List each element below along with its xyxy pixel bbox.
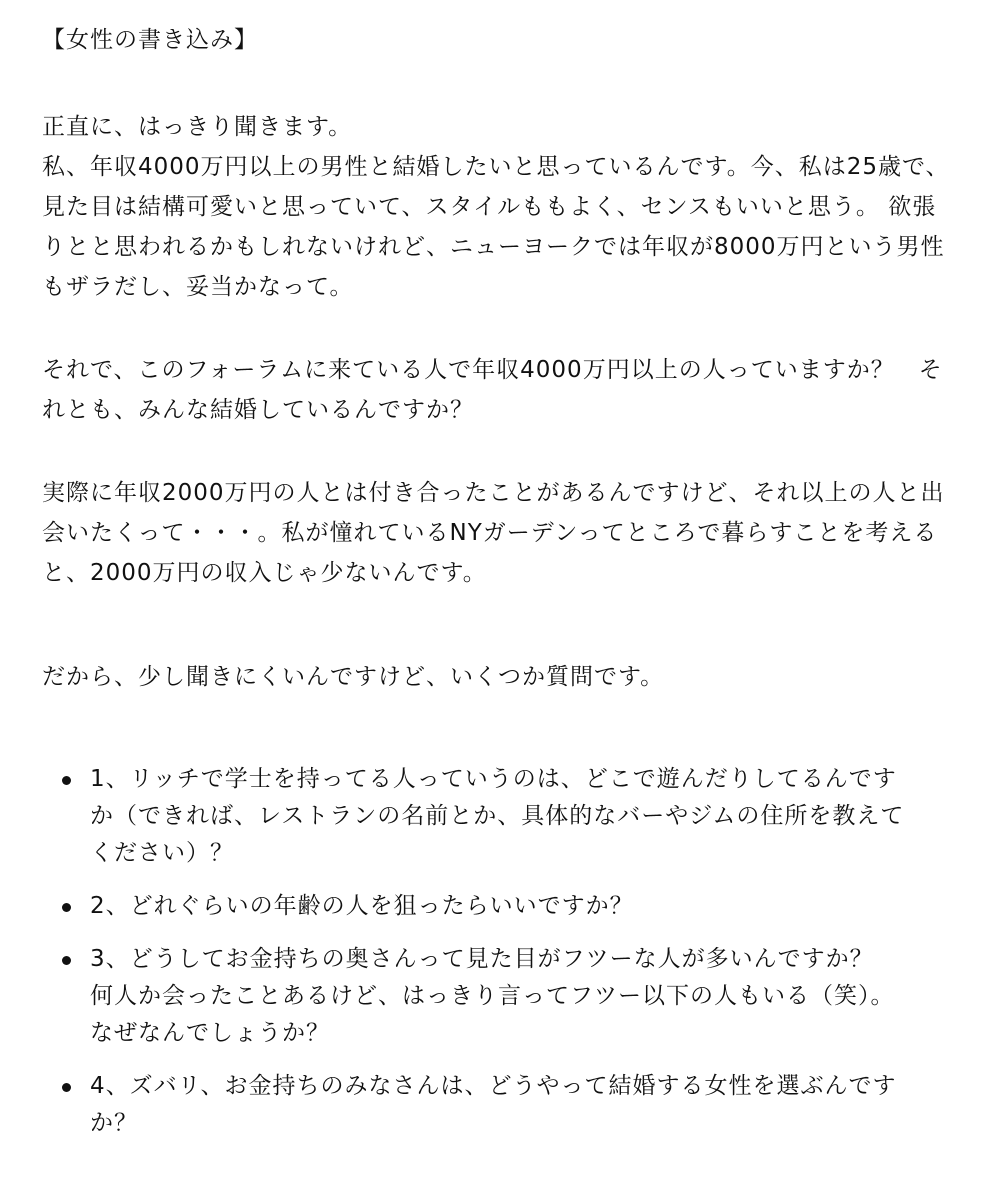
experience-paragraph <box>42 473 963 593</box>
intro-line: 見た目は結構可愛いと思っていて、スタイルももよく、センスもいいと思う。 欲張 <box>42 194 937 220</box>
question-line: 1、リッチで学士を持ってる人っていうのは、どこで遊んだりしてるんです <box>90 766 897 792</box>
spacer <box>42 593 963 657</box>
spacer <box>42 307 963 350</box>
spacer <box>42 430 963 473</box>
question-line: 2、どれぐらいの年齢の人を狙ったらいいですか？ <box>90 893 634 919</box>
experience-line: 会いたくって・・・。私が憧れているNYガーデンってところで暮らすことを考える <box>42 520 938 546</box>
list-item <box>90 761 963 872</box>
intro-line: 正直に、はっきり聞きます。 <box>42 114 353 140</box>
list-item <box>90 1068 963 1142</box>
question-line: ください）？ <box>90 840 234 866</box>
bullet-icon <box>62 776 71 785</box>
forum-question-paragraph <box>42 350 963 430</box>
list-item <box>90 888 963 925</box>
spacer <box>42 697 963 761</box>
list-item <box>90 941 963 1052</box>
question-line: か？ <box>90 1110 138 1136</box>
intro-line: 私、年収4000万円以上の男性と結婚したいと思っているんです。今、私は25歳で、 <box>42 154 950 180</box>
bullet-icon <box>62 956 71 965</box>
experience-line: と、2000万円の収入じゃ少ないんです。 <box>42 560 487 586</box>
spacer <box>42 60 963 107</box>
post-heading: 【女性の書き込み】 <box>42 27 258 53</box>
intro-paragraph <box>42 107 963 307</box>
lead-in-paragraph: だから、少し聞きにくいんですけど、いくつか質問です。 <box>42 664 665 690</box>
forum-question-line: それで、このフォーラムに来ている人で年収4000万円以上の人っていますか？ そ <box>42 357 943 383</box>
bullet-icon <box>62 903 71 912</box>
forum-question-line: れとも、みんな結婚しているんですか？ <box>42 397 474 423</box>
question-line: なぜなんでしょうか？ <box>90 1020 330 1046</box>
question-line: 3、どうしてお金持ちの奥さんって見た目がフツーな人が多いんですか？ <box>90 946 874 972</box>
question-line: 4、ズバリ、お金持ちのみなさんは、どうやって結婚する女性を選ぶんです <box>90 1073 897 1099</box>
bullet-icon <box>62 1083 71 1092</box>
intro-line: もザラだし、妥当かなって。 <box>42 274 354 300</box>
question-line: か（できれば、レストランの名前とか、具体的なバーやジムの住所を教えて <box>90 803 905 829</box>
question-list <box>42 761 963 1142</box>
experience-line: 実際に年収2000万円の人とは付き合ったことがあるんですけど、それ以上の人と出 <box>42 480 945 506</box>
intro-line: りとと思われるかもしれないけれど、ニューヨークでは年収が8000万円という男性 <box>42 234 945 260</box>
question-line: 何人か会ったことあるけど、はっきり言ってフツー以下の人もいる（笑）。 <box>90 983 895 1009</box>
